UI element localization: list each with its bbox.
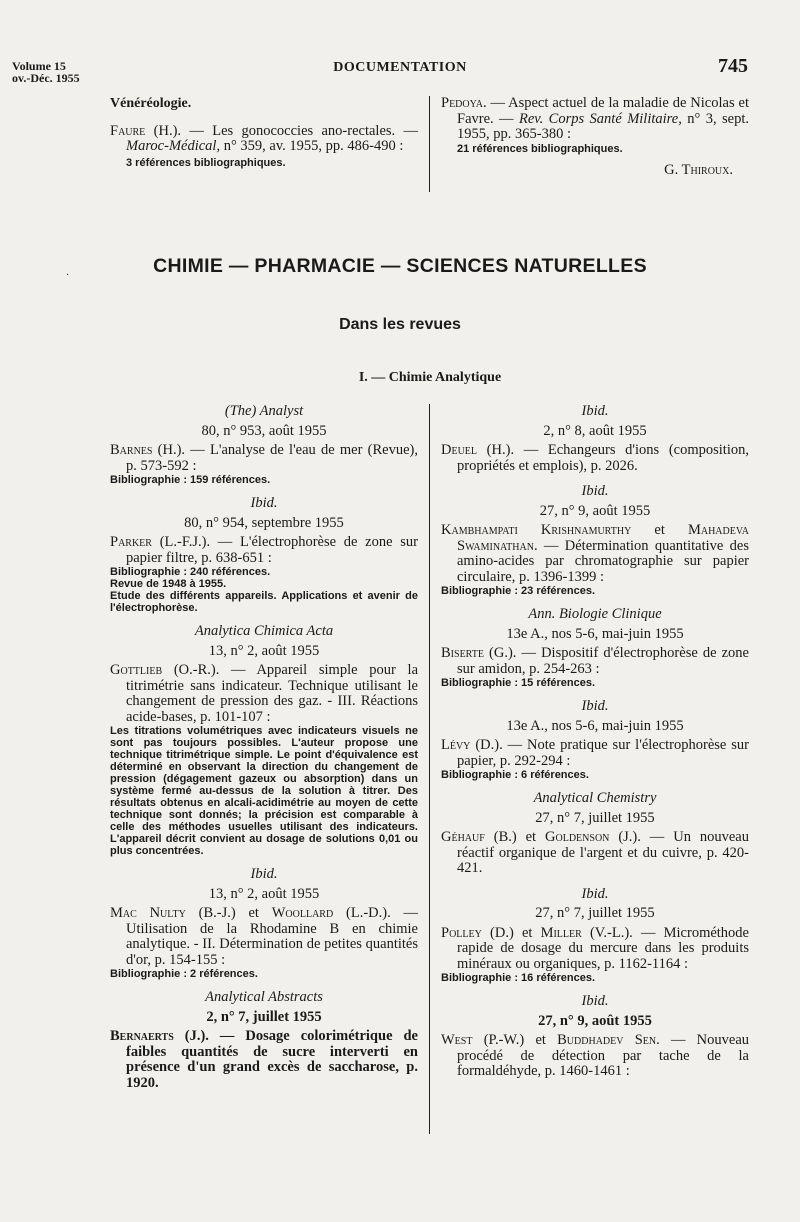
- journal-heading: Analytica Chimica Acta: [194, 623, 334, 639]
- entry-text: . — Aspect actuel de la maladie de Nicolas et Favre. —: [457, 95, 749, 127]
- journal-heading: (The) Analyst: [224, 403, 304, 419]
- entry-note: Bibliographie : 240 références.: [110, 566, 271, 578]
- author: Goldenson: [545, 829, 610, 845]
- volume-label: Volume 15: [12, 59, 66, 73]
- issue-heading: 13e A., nos 5-6, mai-juin 1955: [506, 717, 684, 734]
- entry-text: (P.-W.) et: [472, 1032, 558, 1048]
- author: Pedoya: [441, 95, 483, 111]
- chapter-title: I. — Chimie Analytique: [358, 370, 502, 385]
- issue-heading: 80, n° 954, septembre 1955: [184, 514, 344, 531]
- column-divider-top: [429, 96, 430, 192]
- entry-parker: [110, 535, 418, 566]
- journal-heading: Ibid.: [250, 495, 278, 511]
- issue-heading: 2, n° 7, juillet 1955: [206, 1008, 322, 1025]
- page-number: 745: [718, 55, 748, 77]
- author: Mac Nulty: [110, 905, 186, 921]
- entry-note: Bibliographie : 6 références.: [441, 769, 589, 781]
- issue-heading: 27, n° 7, juillet 1955: [535, 809, 655, 826]
- journal-heading: Ibid.: [581, 403, 609, 419]
- entry-west: [441, 1033, 749, 1080]
- entry-note: 3 références bibliographiques.: [126, 156, 286, 169]
- author: Kambhampati Krishnamurthy: [441, 522, 632, 538]
- author: Lévy: [441, 737, 471, 753]
- entry-text: (O.-R.). — Appareil simple pour la titrimétrie sans indicateur. Technique utilisant le changement de pression des gaz. - III. Réactions acide-bases, p. 101-107 :: [126, 662, 418, 725]
- entry-text: . — Détermination quantitative des amino-acides par chromatographie sur papier circulaire, p. 1396-1399 :: [457, 537, 749, 585]
- entry-text: (L.-F.J.). — L'électrophorèse de zone sur papier filtre, p. 638-651 :: [126, 534, 418, 566]
- entry-deuel: [441, 443, 749, 474]
- author: Buddhadev Sen: [557, 1032, 657, 1048]
- author: Géhauf: [441, 829, 485, 845]
- entry-text: (B.) et: [484, 829, 546, 845]
- main-right-column: [441, 404, 749, 1080]
- entry-note: Bibliographie : 23 références.: [441, 585, 596, 597]
- author: Biserte: [441, 645, 484, 661]
- entry-text: et: [631, 522, 688, 538]
- entry-text: (V.-L.). — Microméthode rapide de dosage du mercure dans les produits minéraux ou organiques, p. 1162-1164 :: [457, 924, 749, 972]
- entry-text: (D.) et: [481, 924, 541, 941]
- section-heading-venereologie: Vénéréologie.: [110, 96, 192, 111]
- author: Gottlieb: [110, 662, 163, 678]
- author: Deuel: [441, 442, 478, 458]
- entry-text: (B.-J.) et: [185, 905, 272, 921]
- journal-heading: Analytical Chemistry: [533, 790, 657, 806]
- entry-note: Bibliographie : 2 références.: [110, 968, 258, 980]
- journal-heading: Ibid.: [581, 698, 609, 714]
- journal-heading: Analytical Abstracts: [205, 989, 323, 1005]
- entry-note: Bibliographie : 159 références.: [110, 474, 271, 486]
- entry-details: n° 359, av. 1955, pp. 486-490 :: [220, 138, 404, 154]
- entry-text: (H.). — Echangeurs d'ions (composition, propriétés et emplois), p. 2026.: [457, 442, 749, 474]
- author: Faure: [110, 122, 146, 139]
- issue-heading: 13, n° 2, août 1955: [208, 885, 320, 902]
- entry-text: (J.). — Un nouveau réactif organique de l'argent et du cuivre, p. 420-421.: [457, 829, 749, 876]
- top-right-column: [441, 96, 749, 178]
- entry-note: Etude des différents appareils. Applications et avenir de l'électrophorèse.: [110, 590, 418, 614]
- entry-text: (H.). — Les gonococcies ano-rectales. —: [145, 122, 418, 139]
- entry-faure: [110, 124, 418, 155]
- top-left-column: [110, 96, 418, 169]
- entry-levy: [441, 738, 749, 769]
- entry-text: (D.). — Note pratique sur l'électrophorèse sur papier, p. 292-294 :: [457, 737, 749, 769]
- entry-biserte: [441, 646, 749, 677]
- entry-mac-nulty: [110, 906, 418, 968]
- issue-heading: 13, n° 2, août 1955: [208, 642, 320, 659]
- entry-text: (L.-D.). — Utilisation de la Rhodamine B en chimie analytique. - II. Détermination de petites quantités d'or, p. 154-155 :: [126, 905, 418, 968]
- issue-date: ov.-Déc. 1955: [12, 71, 80, 85]
- author: Mahadeva Swaminathan: [457, 522, 750, 554]
- author: West: [441, 1032, 473, 1048]
- entry-note: Bibliographie : 15 références.: [441, 677, 596, 689]
- journal-heading: Ann. Biologie Clinique: [528, 606, 662, 622]
- entry-text: (J.). — Dosage colorimétrique de faibles quantités de sucre interverti en présence d'un grand excès de saccharose, p. 1920.: [126, 1028, 418, 1091]
- issue-heading: 27, n° 9, août 1955: [539, 502, 651, 519]
- entry-text: . — Nouveau procédé de détection par tache de la formaldéhyde, p. 1460-1461 :: [457, 1032, 749, 1079]
- entry-abstract: Les titrations volumétriques avec indicateurs visuels ne sont pas toujours possibles. L'auteur propose une technique titrimétrique simple. Le point d'équivalence est déterminé en observant la direction du changement de pression (dégagement gazeux ou absorption) dans un système fermé au-dessus de la solution à titrer. Des résultats obtenus en alcali-acidimétrie au moyen de cette technique sont donnés; la précision est comparable à celle des méthodes usuelles utilisant des indicateurs. L'appareil décrit convient au dosage de solutions 0,01 ou plus concentrées.: [110, 725, 418, 857]
- journal-heading: Ibid.: [581, 993, 609, 1009]
- journal-heading: Ibid.: [250, 866, 278, 882]
- column-divider-main: [429, 404, 430, 1134]
- entry-gottlieb: [110, 663, 418, 725]
- issue-heading: 2, n° 8, août 1955: [543, 422, 647, 439]
- entry-gehauf: [441, 830, 749, 877]
- entry-note: 21 références bibliographiques.: [457, 142, 623, 155]
- entry-text: (H.). — L'analyse de l'eau de mer (Revue), p. 573-592 :: [126, 442, 418, 474]
- author: Barnes: [110, 442, 153, 458]
- margin-dot: ·: [66, 270, 70, 281]
- entry-barnes: [110, 443, 418, 474]
- author: Bernaerts: [110, 1028, 174, 1044]
- section-title: CHIMIE — PHARMACIE — SCIENCES NATURELLES: [153, 255, 647, 277]
- running-title: DOCUMENTATION: [333, 60, 467, 75]
- author: Woollard: [271, 905, 334, 921]
- entry-krishnamurthy: [441, 523, 749, 585]
- entry-text: (G.). — Dispositif d'électrophorèse de zone sur amidon, p. 254-263 :: [457, 645, 749, 677]
- main-left-column: [110, 404, 418, 1091]
- entry-bernaerts: [110, 1029, 418, 1091]
- author: Polley: [441, 924, 482, 941]
- entry-polley: [441, 926, 749, 973]
- journal-name: Rev. Corps Santé Militaire,: [518, 110, 682, 127]
- journal-name: Maroc-Médical,: [126, 138, 221, 154]
- entry-pedoya: [441, 96, 749, 143]
- journal-heading: Ibid.: [581, 483, 609, 499]
- signature: G. Thiroux.: [664, 161, 733, 178]
- author: Miller: [540, 924, 582, 941]
- entry-details: n° 3, sept. 1955, pp. 365-380 :: [457, 110, 750, 142]
- journal-heading: Ibid.: [581, 885, 609, 902]
- issue-heading: 13e A., nos 5-6, mai-juin 1955: [506, 625, 684, 642]
- issue-heading: 27, n° 7, juillet 1955: [535, 905, 655, 921]
- entry-note: Bibliographie : 16 références.: [441, 972, 596, 984]
- entry-note: Revue de 1948 à 1955.: [110, 578, 227, 590]
- author: Parker: [110, 534, 152, 550]
- section-subtitle: Dans les revues: [339, 316, 461, 333]
- issue-heading: 27, n° 9, août 1955: [538, 1012, 652, 1029]
- issue-heading: 80, n° 953, août 1955: [201, 422, 327, 439]
